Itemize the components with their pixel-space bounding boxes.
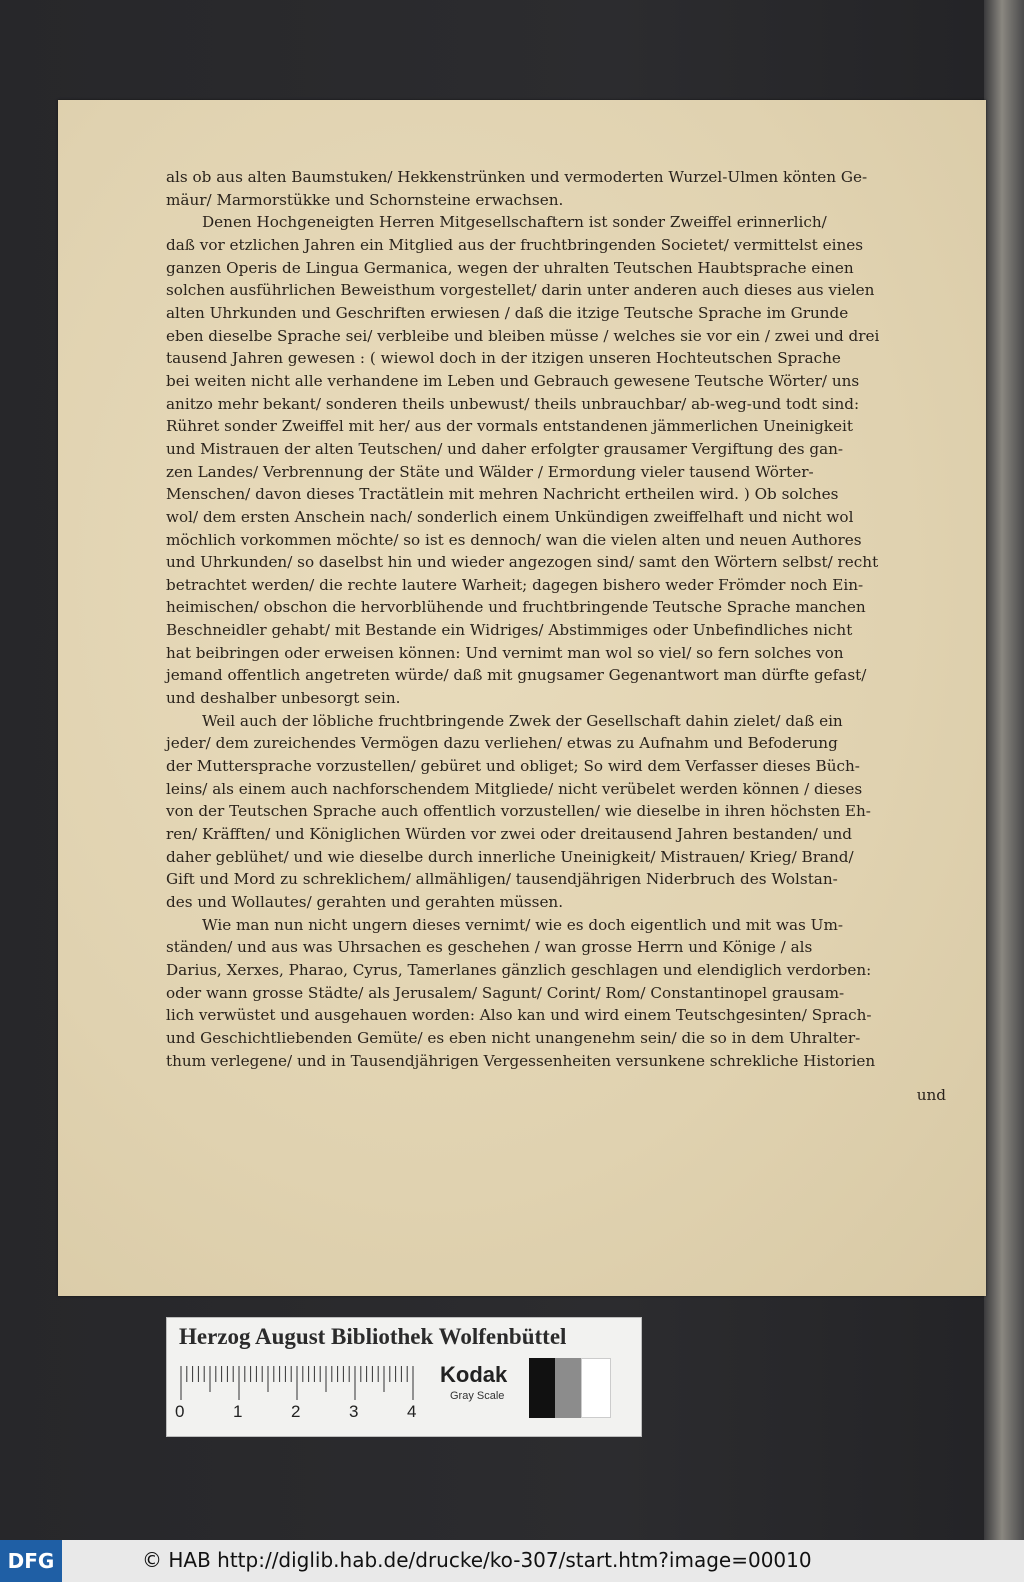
book-page (58, 100, 986, 1296)
book-spine (984, 0, 1024, 1540)
gray-scale-label: Gray Scale (450, 1390, 505, 1402)
paragraph-2: Denen Hochgeneigten Herren Mitgesellschaftern ist sonder Zweiffel erinnerlich/ daß vor etzlichen Jahren ein Mitglied aus der fruchtbringenden Societet/ vermittelst eines ganzen Operis de Lingua Germanica, wegen der uhralten Teutschen Haubtsprache einen solchen ausführlichen Beweisthum vorgestellet/ darin unter anderen auch dieses aus vielen alten Uhrkunden und Geschriften erwiesen / daß die itzige Teutsche Sprache im Grunde eben dieselbe Sprache sei/ verbleibe und bleiben müsse / welches sie vor ein / zwei und drei tausend Jahren gewesen : ( wiewol doch in der itzigen unseren Hochteutschen Sprache bei weiten nicht alle verhandene im Leben und Gebrauch gewesene Teutsche Wörter/ uns anitzo mehr bekant/ sonderen theils unbewust/ theils unbrauchbar/ ab-weg-und todt sind: Rühret sonder Zweiffel mit her/ aus der vormals entstandenen jämmerlichen Uneinigkeit und Mistrauen der alten Teutschen/ und daher erfolgter grausamer Vergiftung des gan- zen Landes/ Verbrennung der Stäte und Wälder / Ermordung vieler tausend Wörter- Menschen/ davon dieses Tractätlein mit mehren Nachricht ertheilen wird. ) Ob solches wol/ dem ersten Anschein nach/ sonderlich einem Unkündigen zweiffelhaft und nicht wol möchlich vorkommen möchte/ so ist es dennoch/ wan die vielen alten und neuen Authores und Uhrkunden/ so daselbst hin und wieder angezogen sind/ samt den Wörtern selbst/ recht betrachtet werden/ die rechte lautere Warheit; dagegen bishero weder Frömder noch Ein- heimischen/ obschon die hervorblühende und fruchtbringende Teutsche Sprache manchen Beschneidler gehabt/ mit Bestande ein Widriges/ Abstimmiges oder Unbefindliches nicht hat beibringen oder erweisen können: Und vernimt man wol so viel/ so fern solches von jemand offentlich angetreten würde/ daß mit gnugsamer Gegenantwort man dürfte gefast/ und deshalber unbesorgt sein. (166, 213, 880, 708)
paragraph-4: Wie man nun nicht ungern dieses vernimt/ wie es doch eigentlich und mit was Um- ständen/ und aus was Uhrsachen es geschehen / wan grosse Herrn und Könige / als Darius, Xerxes, Pharao, Cyrus, Tamerlanes gänzlich geschlagen und elendiglich verdorben: oder wann grosse Städte/ als Jerusalem/ Sagunt/ Corint/ Rom/ Constantinopel grausam- lich verwüstet und ausgehauen worden: Also kan und wird einem Teutschgesinten/ Sprach- und Geschichtliebenden Gemüte/ es eben nicht unangenehm sein/ die so in dem Uhralter- thum verlegene/ und in Tausendjährigen Vergessenheiten versunkene schrekliche Historien (166, 915, 876, 1070)
ruler-number-2: 2 (291, 1402, 301, 1421)
dfg-logo: DFG (0, 1540, 62, 1582)
library-name: Herzog August Bibliothek Wolfenbüttel (179, 1324, 567, 1349)
paragraph-1: als ob aus alten Baumstuken/ Hekkenstrünken und vermoderten Wurzel-Ulmen könten Ge- mäur/ Marmorstükke und Schornsteine erwachsen. (166, 168, 868, 209)
ruler-number-3: 3 (349, 1402, 359, 1421)
library-color-card (166, 1317, 642, 1437)
kodak-brand: Kodak (440, 1362, 508, 1387)
paragraph-3: Weil auch der löbliche fruchtbringende Zwek der Gesellschaft dahin zielet/ daß ein jeder/ dem zureichendes Vermögen dazu verliehen/ etwas zu Aufnahm und Befoderung der Muttersprache vorzustellen/ gebüret und obliget; So wird dem Verfasser dieses Büch- leins/ als einem auch nachforschendem Mitgliede/ nicht verübelet werden können / dieses von der Teutschen Sprache auch offentlich vorzustellen/ wie dieselbe in ihren höchsten Eh- ren/ Kräfften/ und Königlichen Würden vor zwei oder dreitausend Jahren bestanden/ und daher geblühet/ und wie dieselbe durch innerliche Uneinigkeit/ Mistrauen/ Krieg/ Brand/ Gift und Mord zu schreklichem/ allmähligen/ tausendjährigen Niderbruch des Wolstan- des und Wollautes/ gerahten und gerahten müssen. (166, 711, 871, 911)
gray-patch-mid (555, 1358, 581, 1418)
catchword: und (916, 1086, 946, 1104)
copyright-link[interactable]: © HAB http://diglib.hab.de/drucke/ko-307/start.htm?image=00010 (142, 1548, 812, 1572)
gray-patch-black (529, 1358, 555, 1418)
ruler-number-0: 0 (175, 1402, 185, 1421)
gray-patch-white (581, 1358, 611, 1418)
ruler-number-1: 1 (233, 1402, 243, 1421)
ruler-scale (177, 1364, 417, 1404)
ruler-number-4: 4 (407, 1402, 417, 1421)
page-text (166, 166, 956, 1072)
footer-bar (0, 1540, 1024, 1582)
